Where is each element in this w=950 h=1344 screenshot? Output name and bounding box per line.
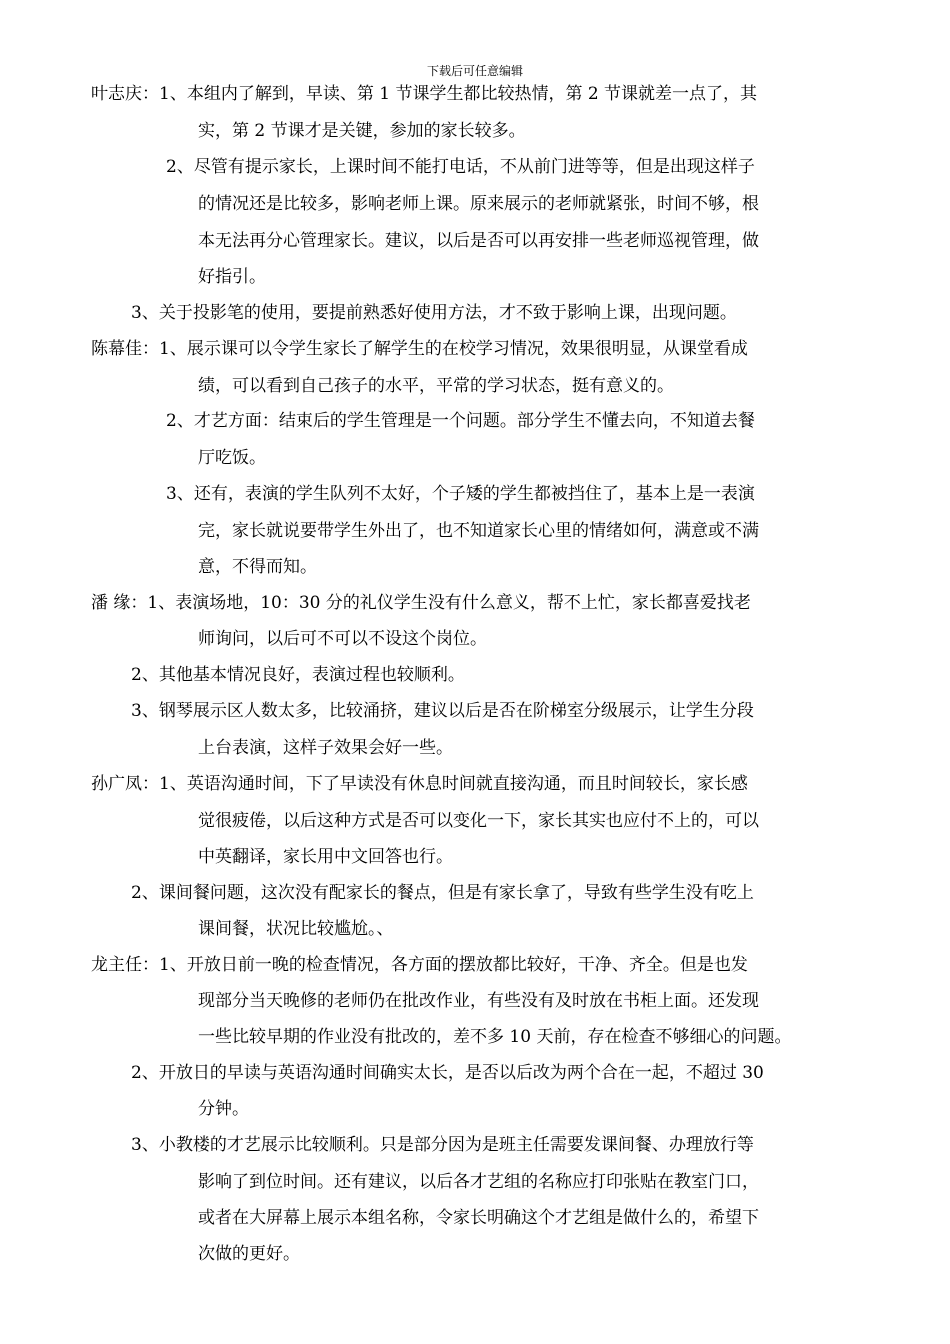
text-line: 孙广凤：1、英语沟通时间，下了早读没有休息时间就直接沟通，而且时间较长，家长感 (91, 774, 748, 794)
text-line: 上台表演，这样子效果会好一些。 (198, 738, 453, 758)
page-header: 下载后可任意编辑 (426, 64, 523, 78)
text-line: 陈幕佳：1、展示课可以令学生家长了解学生的在校学习情况，效果很明显，从课堂看成 (91, 339, 748, 359)
text-line: 课间餐，状况比较尴尬。、 (198, 919, 394, 939)
text-line: 3、钢琴展示区人数太多，比较涌挤，建议以后是否在阶梯室分级展示，让学生分段 (131, 701, 754, 721)
text-line: 龙主任：1、开放日前一晚的检查情况，各方面的摆放都比较好，干净、齐全。但是也发 (91, 955, 748, 975)
text-line: 2、才艺方面：结束后的学生管理是一个问题。部分学生不懂去向，不知道去餐 (166, 411, 755, 431)
text-line: 3、小教楼的才艺展示比较顺利。只是部分因为是班主任需要发课间餐、办理放行等 (131, 1135, 754, 1155)
text-line: 潘 缘：1、表演场地，10：30 分的礼仪学生没有什么意义，帮不上忙，家长都喜爱找老 (91, 593, 751, 613)
text-line: 次做的更好。 (198, 1244, 300, 1264)
text-line: 中英翻译，家长用中文回答也行。 (198, 847, 453, 867)
text-line: 2、课间餐问题，这次没有配家长的餐点，但是有家长拿了，导致有些学生没有吃上 (131, 883, 754, 903)
text-line: 2、其他基本情况良好，表演过程也较顺利。 (131, 665, 465, 685)
text-line: 2、尽管有提示家长，上课时间不能打电话，不从前门进等等，但是出现这样子 (166, 157, 755, 177)
text-line: 3、关于投影笔的使用，要提前熟悉好使用方法，才不致于影响上课，出现问题。 (131, 303, 737, 323)
text-line: 或者在大屏幕上展示本组名称，令家长明确这个才艺组是做什么的，希望下 (198, 1208, 759, 1228)
text-line: 完，家长就说要带学生外出了，也不知道家长心里的情绪如何，满意或不满 (198, 521, 759, 541)
text-line: 的情况还是比较多，影响老师上课。原来展示的老师就紧张，时间不够，根 (198, 194, 759, 214)
text-line: 叶志庆：1、本组内了解到，早读、第 1 节课学生都比较热情，第 2 节课就差一点了，其 (91, 84, 758, 104)
text-line: 实，第 2 节课才是关键，参加的家长较多。 (198, 121, 526, 141)
text-line: 3、还有，表演的学生队列不太好，个子矮的学生都被挡住了，基本上是一表演 (166, 484, 755, 504)
text-line: 绩，可以看到自己孩子的水平，平常的学习状态，挺有意义的。 (198, 376, 674, 396)
text-line: 厅吃饭。 (198, 448, 266, 468)
text-line: 现部分当天晚修的老师仍在批改作业，有些没有及时放在书柜上面。还发现 (198, 991, 759, 1011)
text-line: 分钟。 (198, 1099, 249, 1119)
text-line: 2、开放日的早读与英语沟通时间确实太长，是否以后改为两个合在一起，不超过 30 (131, 1063, 764, 1083)
text-line: 本无法再分心管理家长。建议，以后是否可以再安排一些老师巡视管理，做 (198, 231, 759, 251)
text-line: 一些比较早期的作业没有批改的，差不多 10 天前，存在检查不够细心的问题。 (198, 1027, 792, 1047)
text-line: 觉很疲倦，以后这种方式是否可以变化一下，家长其实也应付不上的，可以 (198, 811, 759, 831)
text-line: 意，不得而知。 (198, 557, 317, 577)
text-line: 师询问，以后可不可以不设这个岗位。 (198, 629, 487, 649)
text-line: 好指引。 (198, 267, 266, 287)
text-line: 影响了到位时间。还有建议，以后各才艺组的名称应打印张贴在教室门口， (198, 1172, 759, 1192)
